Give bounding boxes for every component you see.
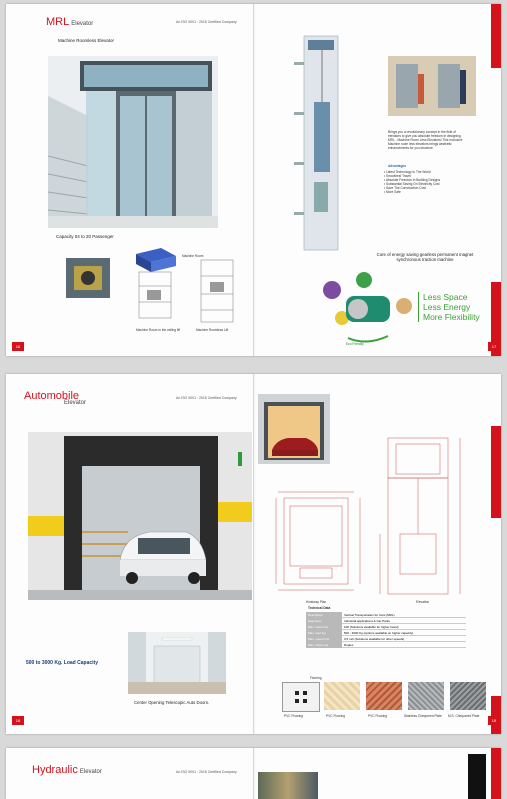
slogan-line: Less Space: [423, 292, 468, 302]
slogan-line: More Flexibility: [423, 312, 480, 322]
page-gutter: [253, 374, 255, 734]
flooring-swatch: [408, 682, 444, 710]
flooring-swatch: [450, 682, 486, 710]
machine-room-diagram: [131, 246, 181, 326]
car-elevator-photo: [28, 432, 252, 600]
flooring-label: PVC Flooring: [284, 714, 303, 718]
red-tab: [491, 696, 501, 734]
flooring-label: M.S. Chequered Plate: [448, 714, 480, 718]
flooring-swatch: [366, 682, 402, 710]
black-tab: [468, 754, 486, 799]
page-number: 17: [488, 342, 500, 351]
tech-data-title: Technical Data: [308, 606, 331, 610]
page-title: Automobile Elevator: [24, 390, 87, 406]
certification-text: An ISO 9001 : 2015 Certified Company: [176, 396, 237, 400]
red-tab: [491, 748, 501, 799]
flooring-label: PVC Flooring: [368, 714, 387, 718]
capacity-text: Capacity 04 to 20 Passenger: [56, 234, 114, 239]
flooring-swatch: [282, 682, 320, 712]
tech-key: Max. speed m/s: [306, 636, 342, 642]
elevator-shaft-cutaway: [294, 32, 352, 254]
brochure-spread-mrl: [6, 4, 501, 356]
tech-value: Vertical Transportation for Cars (MRL): [342, 612, 466, 618]
advantage-item: • Save The Construction Cost: [384, 186, 426, 190]
flooring-label: PVC Flooring: [326, 714, 345, 718]
red-tab: [491, 426, 501, 518]
traction-machine-photo: [66, 258, 110, 298]
slogan-line: Less Energy: [423, 302, 471, 312]
hoistway-plan-drawing: [270, 486, 370, 598]
tech-value: Industrial applications & Car Parks: [342, 618, 466, 624]
table-row: [306, 642, 466, 648]
tech-value: 0.5 m/s (Solutions available for other speeds): [342, 636, 466, 642]
diagram-label: Machine Room in the ceiling lift: [136, 328, 181, 332]
certification-text: An ISO 9001 : 2015 Certified Company: [176, 770, 237, 774]
elevation-drawing: [376, 434, 474, 598]
diagram-label: Machine Room: [182, 254, 204, 258]
page-number: 16: [12, 342, 24, 351]
advantage-item: • More Safe: [384, 190, 401, 194]
plan-label: Hoistway Plan: [306, 600, 327, 604]
tech-key: Max. load Kg: [306, 630, 342, 636]
door-caption: Center Opening Telescopic Auto Doors.: [134, 700, 210, 705]
page-number: 18: [12, 716, 24, 725]
advantages-list: [384, 170, 440, 194]
page-title: Hydraulic Elevator: [32, 764, 102, 776]
mrl-elevator-photo: [48, 56, 218, 228]
telescopic-doors-photo: [128, 632, 226, 694]
flooring-title: Flooring: [310, 676, 322, 680]
tech-value: 500 - 3000 Kg (options available on higher capacity): [342, 630, 466, 636]
brochure-spread-automobile: [6, 374, 501, 734]
elevation-label: Elevation: [416, 600, 430, 604]
load-capacity-text: 500 to 3000 Kg. Load Capacity: [26, 660, 98, 666]
flooring-swatch: [324, 682, 360, 710]
garage-elevator-photo: [258, 394, 330, 464]
advantage-item: • Substantial Saving On Electricity Cost: [384, 182, 440, 186]
page-gutter: [253, 4, 255, 356]
advantage-item: • Smoothest Travel: [384, 174, 411, 178]
tech-key: Description: [306, 612, 342, 618]
advantage-item: • Latest Technology In The World: [384, 170, 431, 174]
tech-key: Max. stops nos: [306, 642, 342, 648]
flooring-label: Stainless Chequered Plate: [404, 714, 442, 718]
tech-data-table: [306, 612, 466, 648]
machine-roomless-diagram: [196, 256, 240, 326]
tech-value: Duplex: [342, 642, 466, 648]
mrl-elevator-illustration: [48, 56, 218, 228]
page-title: MRL Elevator: [46, 16, 94, 28]
eco-friendly-label: Eco Friendly: [346, 342, 364, 346]
page-gutter: [253, 748, 255, 799]
machine-caption: Core of energy saving gearless permanent magnet synchronous traction machine: [376, 252, 474, 262]
diagram-label: Machine Roomless Lift: [196, 328, 229, 332]
advantages-title: Advantages: [388, 164, 407, 168]
tech-key: Max. travel Hts: [306, 624, 342, 630]
lobby-photo: [388, 56, 476, 116]
gearless-machine-collage: [318, 266, 414, 348]
advantage-item: • Absolute Freedom In Building Designs: [384, 178, 441, 182]
brochure-spread-hydraulic: [6, 748, 501, 799]
hydraulic-elevator-photo: [258, 772, 318, 799]
red-tab: [491, 4, 501, 68]
mrl-description: Brings you a revolutionary concept in the field of elevators to give you absolute freedom in designing. MRL - Machine Room Less Elevators! This exclusive Machine room less elevators brings aesthetic enhancements for you structure.: [388, 130, 463, 150]
tech-key: Segments: [306, 618, 342, 624]
certification-text: An ISO 9001 : 2015 Certified Company: [176, 20, 237, 24]
section-subtitle: Machine Roomless Elevator: [58, 38, 115, 43]
page-number: 19: [488, 716, 500, 725]
slogan: [418, 292, 480, 322]
tech-value: 100 (Solutions available for higher travel): [342, 624, 466, 630]
